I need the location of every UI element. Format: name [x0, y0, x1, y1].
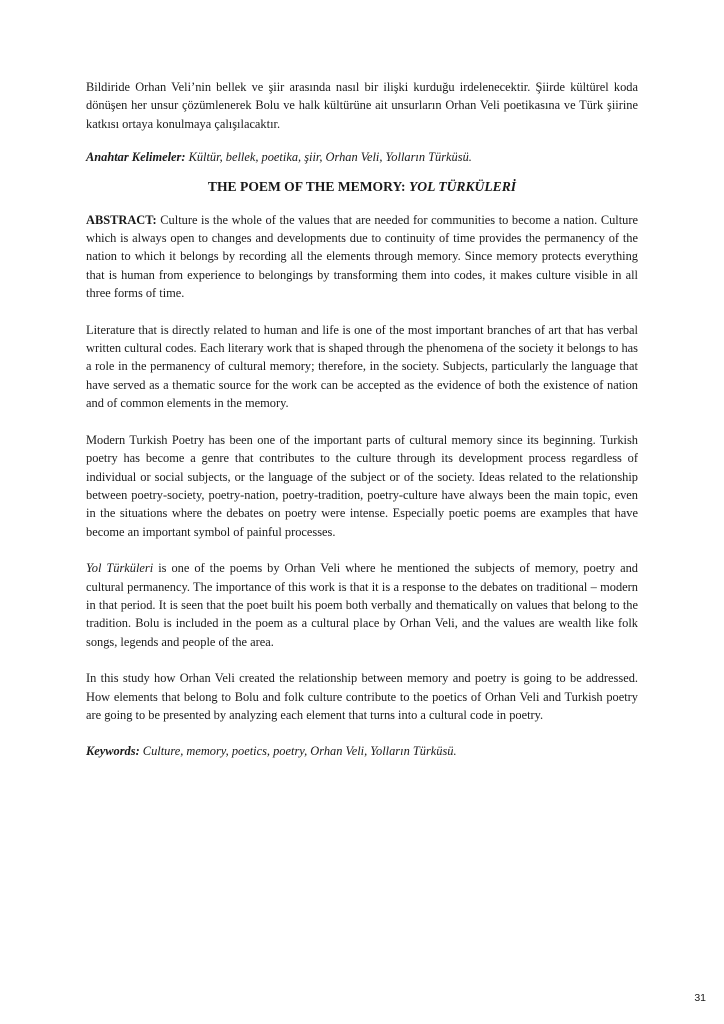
turkish-keywords	[86, 148, 638, 166]
paper-title-italic: YOL TÜRKÜLERİ	[408, 178, 517, 194]
abstract-label: ABSTRACT:	[86, 212, 157, 227]
english-keywords	[86, 742, 638, 760]
yol-turkuleri-paragraph	[86, 559, 638, 651]
study-paragraph: In this study how Orhan Veli created the relationship between memory and poetry is going to be addressed. How elements that belong to Bolu and folk culture contribute to the poetics of Orhan Veli and Turkish poetry are going to be presented by analyzing each element that turns into a cultural code in poetry.	[86, 671, 638, 722]
yol-turkuleri-text: is one of the poems by Orhan Veli where he mentioned the subjects of memory, poetry and cultural permanency. The importance of this work is that it is a response to the debates on traditional – modern in that period. It is seen that the poet built his poem both verbally and thematically on values that belong to the tradition. Bolu is included in the poem as a cultural place by Orhan Veli, and the values are wealth like folk songs, legends and people of the area.	[86, 561, 638, 649]
modern-poetry-paragraph: Modern Turkish Poetry has been one of the important parts of cultural memory since its beginning. Turkish poetry has become a genre that contributes to the culture through its development process regardless of individual or social subjects, or the language of the subject or of the society. Ideas related to the relationship between poetry-society, poetry-nation, poetry-tradition, poetry-culture have always been the main topic, even in the situations where the debates on poetry were intense. Especially poetic poems are examples that have become an important symbol of painful processes.	[86, 432, 638, 539]
turkish-keywords-label: Anahtar Kelimeler:	[86, 150, 186, 165]
abstract-text: Culture is the whole of the values that are needed for communities to become a nation. Culture which is always open to changes and developments due to continuity of time provides the permanency of the nation to which it belongs by recording all the elements through memory. Since memory protects everything that is human from experience to belongings by transforming them into codes, it makes culture visible in all three forms of time.	[86, 212, 638, 301]
abstract-paragraph	[86, 211, 638, 303]
document-page	[86, 78, 638, 761]
page-number: 31	[694, 992, 706, 1004]
keywords-text: Culture, memory, poetics, poetry, Orhan Veli, Yolların Türküsü.	[139, 744, 457, 759]
paper-title-main: THE POEM OF THE MEMORY:	[207, 178, 409, 194]
turkish-intro-paragraph: Bildiride Orhan Veli’nin bellek ve şiir arasında nasıl bir ilişki kurduğu irdelenecektir. Şiirde kültürel koda dönüşen her unsur çözümlenerek Bolu ve halk kültürüne ait unsurların Orhan Veli poetikasına ve Türk şiirine katkısı ortaya konulmaya çalışılacaktır.	[86, 80, 638, 131]
paper-title	[86, 177, 638, 197]
yol-turkuleri-title: Yol Türküleri	[86, 561, 154, 576]
literature-paragraph: Literature that is directly related to human and life is one of the most important branches of art that has verbal written cultural codes. Each literary work that is shaped through the phenomena of the society it belongs to has a role in the permanency of cultural memory; therefore, in the society. Subjects, particularly the language that have served as a thematic source for the work can be accepted as the evidence of both the existence of nation and of common elements in the memory.	[86, 322, 638, 411]
turkish-keywords-text: Kültür, bellek, poetika, şiir, Orhan Veli, Yolların Türküsü.	[185, 150, 472, 165]
keywords-label: Keywords:	[86, 744, 140, 759]
